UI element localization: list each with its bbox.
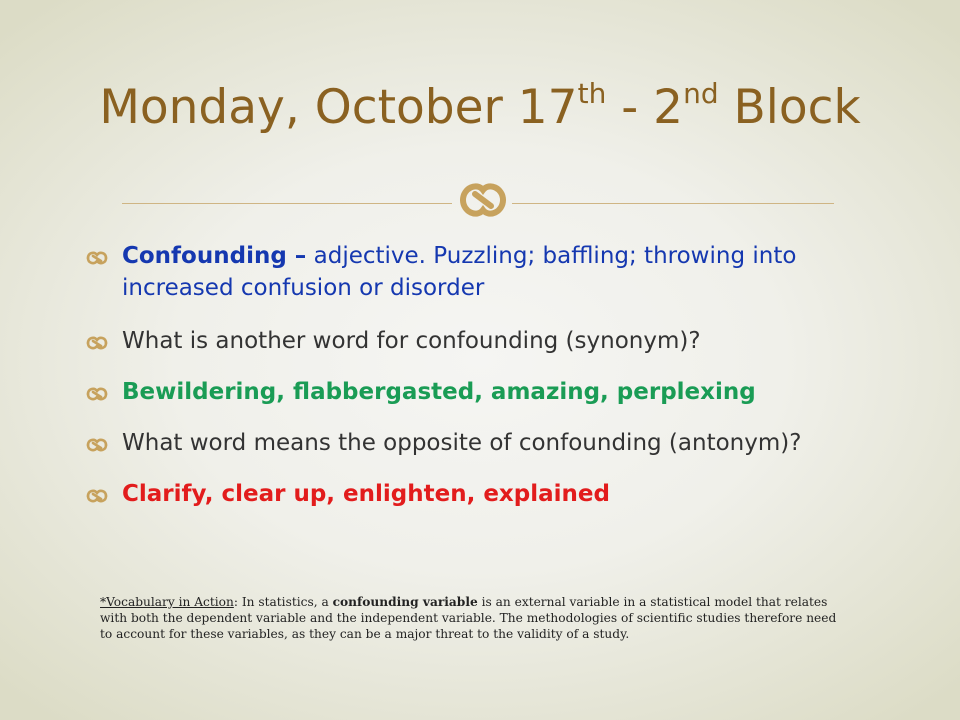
bullet-term: Confounding – (122, 243, 307, 269)
note-bold-term: confounding variable (332, 595, 478, 609)
bullet-text: adjective. Puzzling; baffling; throwing into increased confusion or disorder (122, 243, 797, 301)
divider-line-right (512, 203, 834, 204)
divider-line-left (122, 203, 452, 204)
bullet-item (85, 325, 875, 357)
slide-title: Monday, October 17th - 2nd Block (99, 77, 861, 135)
bullet-text: What is another word for confounding (synonym)? (122, 328, 701, 354)
bullet-item (85, 240, 875, 304)
ornament-bullet-icon (85, 385, 109, 403)
bullet-item (85, 427, 875, 459)
ornament-icon (455, 172, 511, 228)
bullet-text: What word means the opposite of confounding (antonym)? (122, 430, 802, 456)
ornament-bullet-icon (85, 436, 109, 454)
bullet-text: Clarify, clear up, enlighten, explained (122, 481, 610, 507)
ornament-bullet-icon (85, 487, 109, 505)
note-colon: : In statistics, a (233, 595, 333, 609)
ornament-bullet-icon (85, 334, 109, 352)
note-rest: is an external variable in a statistical model that relates with both the dependent variable and the independent variable. The methodologies of scientific studies therefore need to account for these variables, as they can be a major threat to the validity of a study. (100, 595, 837, 641)
bullet-text: Bewildering, flabbergasted, amazing, perplexing (122, 379, 756, 405)
bullet-list (85, 240, 875, 510)
bullet-item (85, 376, 875, 408)
vocabulary-note (100, 594, 840, 642)
note-prefix: *Vocabulary in Action (100, 595, 234, 609)
ornament-bullet-icon (85, 249, 109, 267)
bullet-item (85, 478, 875, 510)
